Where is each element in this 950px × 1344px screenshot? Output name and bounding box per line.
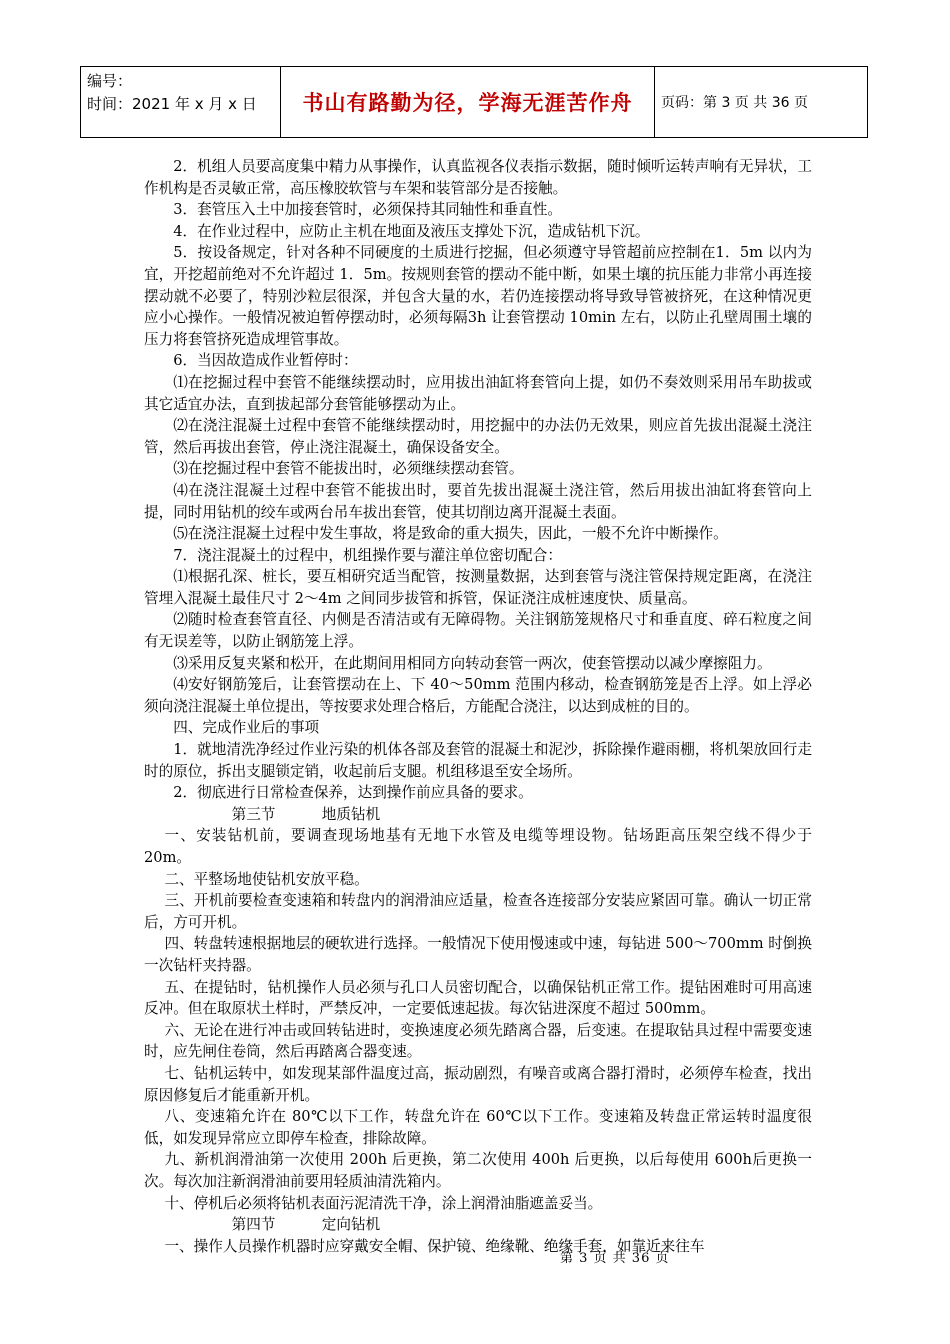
motto: 书山有路勤为径，学海无涯苦作舟 xyxy=(281,67,655,137)
time-label: 时间：2021 年 x 月 x 日 xyxy=(87,95,257,113)
paragraph: 二、平整场地使钻机安放平稳。 xyxy=(164,870,369,888)
page-footer: 第 3 页 共 36 页 xyxy=(560,1251,670,1266)
paragraph: 一、操作人员操作机器时应穿戴安全帽、保护镜、绝缘靴、绝缘手套，如靠近来往车 xyxy=(164,1237,705,1255)
paragraph: 四、完成作业后的事项 xyxy=(173,719,320,737)
paragraph: ⑴在挖掘过程中套管不能继续摆动时，应用拔出油缸将套管向上提，如仍不奏效则采用吊车助拔或其它适宜办法，直到拔起部分套管能够摆动为止。 xyxy=(144,373,812,413)
paragraph: 一、安装钻机前，要调查现场地基有无地下水管及电缆等埋设物。钻场距高压架空线不得少于 20m。 xyxy=(144,827,817,866)
paragraph: 7．浇注混凝土的过程中，机组操作要与灌注单位密切配合： xyxy=(173,546,562,564)
paragraph: ⑵在浇注混凝土过程中套管不能继续摆动时，用挖掘中的办法仍无效果，则应首先拔出混凝土浇注管，然后再拔出套管，停止浇注混凝土，确保设备安全。 xyxy=(144,417,812,456)
paragraph: 四、转盘转速根据地层的硬软进行选择。一般情况下使用慢速或中速，每钻进 500～700mm 时倒换一次钻杆夹持器。 xyxy=(144,935,812,974)
paragraph: ⑸在浇注混凝土过程中发生事故，将是致命的重大损失，因此，一般不允许中断操作。 xyxy=(173,525,728,543)
paragraph: ⑴根据孔深、桩长，要互相研究适当配管，按测量数据，达到套管与浇注管保持规定距离，在浇注管埋入混凝土最佳尺寸 2～4m 之间同步拔管和拆管，保证浇注成桩速度快、质量高。 xyxy=(144,568,812,607)
paragraph: 六、无论在进行冲击或回转钻进时，变换速度必须先踏离合器，后变速。在提取钻具过程中需要变速时，应先闸住卷筒，然后再踏离合器变速。 xyxy=(144,1021,812,1061)
paragraph: ⑷在浇注混凝土过程中套管不能拔出时，要首先拔出混凝土浇注管，然后用拔出油缸将套管向上提，同时用钻机的绞车或两台吊车拔出套管，使其切削边离开混凝土表面。 xyxy=(144,481,812,521)
paragraph: 2．机组人员要高度集中精力从事操作，认真监视各仪表指示数据，随时倾听运转声响有无异状，工作机构是否灵敏正常，高压橡胶软管与车架和装管部分是否接触。 xyxy=(144,158,812,197)
paragraph: 五、在提钻时，钻机操作人员必须与孔口人员密切配合，以确保钻机正常工作。提钻困难时可用高速反冲。但在取原状土样时，严禁反冲，一定要低速起拔。每次钻进深度不超过 500mm。 xyxy=(144,978,812,1018)
paragraph: 3．套管压入土中加接套管时，必须保持其同轴性和垂直性。 xyxy=(173,201,562,219)
paragraph: ⑶在挖掘过程中套管不能拔出时，必须继续摆动套管。 xyxy=(173,460,524,478)
paragraph: 5．按设备规定，针对各种不同硬度的土质进行挖掘，但必须遵守导管超前应控制在1．5m 以内为宜，开挖超前绝对不允许超过 1．5m。按规则套管的摆动不能中断，如果土壤的抗压能力非常小再连接摆动就不必要了，特别沙粒层很深，并包含大量的水，若仍连接摆动将导致导管被挤死，在这种情况更应小心操作。一般情况被迫暂停摆动时，必须每隔3h 让套管摆动 10min 左右，以防止孔壁周围土壤的压力将套管挤死造成埋管事故。 xyxy=(144,244,812,348)
paragraph: ⑷安好钢筋笼后，让套管摆动在上、下 40～50mm 范围内移动，检查钢筋笼是否上浮。如上浮必须向浇注混凝土单位提出，等按要求处理合格后，方能配合浇注，以达到成桩的目的。 xyxy=(144,676,812,715)
section-heading: 第四节 定向钻机 xyxy=(231,1216,381,1234)
paragraph: 2．彻底进行日常检查保养，达到操作前应具备的要求。 xyxy=(173,784,533,802)
paragraph: 七、钻机运转中，如发现某部件温度过高，振动剧烈，有噪音或离合器打滑时，必须停车检查，找出原因修复后才能重新开机。 xyxy=(144,1064,812,1104)
header-meta xyxy=(81,67,281,137)
page-info: 页码：第 3 页 共 36 页 xyxy=(661,95,808,111)
paragraph: 4．在作业过程中，应防止主机在地面及液压支撑处下沉，造成钻机下沉。 xyxy=(173,222,650,240)
paragraph: 八、变速箱允许在 80℃以下工作，转盘允许在 60℃以下工作。变速箱及转盘正常运转时温度很低，如发现异常应立即停车检查，排除故障。 xyxy=(144,1108,812,1147)
header-table xyxy=(80,66,868,138)
number-label: 编号： xyxy=(87,72,133,90)
paragraph: 6．当因故造成作业暂停时： xyxy=(173,352,358,370)
document-body xyxy=(144,156,817,1257)
paragraph: 1．就地清洗净经过作业污染的机体各部及套管的混凝土和泥沙，拆除操作避雨棚，将机架放回行走时的原位，拆出支腿锁定销，收起前后支腿。机组移退至安全场所。 xyxy=(144,741,812,780)
section-heading: 第三节 地质钻机 xyxy=(231,805,381,823)
paragraph: 九、新机润滑油第一次使用 200h 后更换，第二次使用 400h 后更换，以后每使用 600h后更换一次。每次加注新润滑油前要用轻质油清洗箱内。 xyxy=(144,1151,812,1190)
paragraph: ⑶采用反复夹紧和松开，在此期间用相同方向转动套管一两次，使套管摆动以减少摩擦阻力。 xyxy=(173,654,772,672)
paragraph: 十、停机后必须将钻机表面污泥清洗干净，涂上润滑油脂遮盖妥当。 xyxy=(164,1194,603,1212)
paragraph: ⑵随时检查套管直径、内侧是否清洁或有无障碍物。关注钢筋笼规格尺寸和垂直度、碎石粒度之间有无误差等，以防止钢筋笼上浮。 xyxy=(144,611,812,651)
paragraph: 三、开机前要检查变速箱和转盘内的润滑油应适量，检查各连接部分安装应紧固可靠。确认一切正常后，方可开机。 xyxy=(144,892,812,931)
